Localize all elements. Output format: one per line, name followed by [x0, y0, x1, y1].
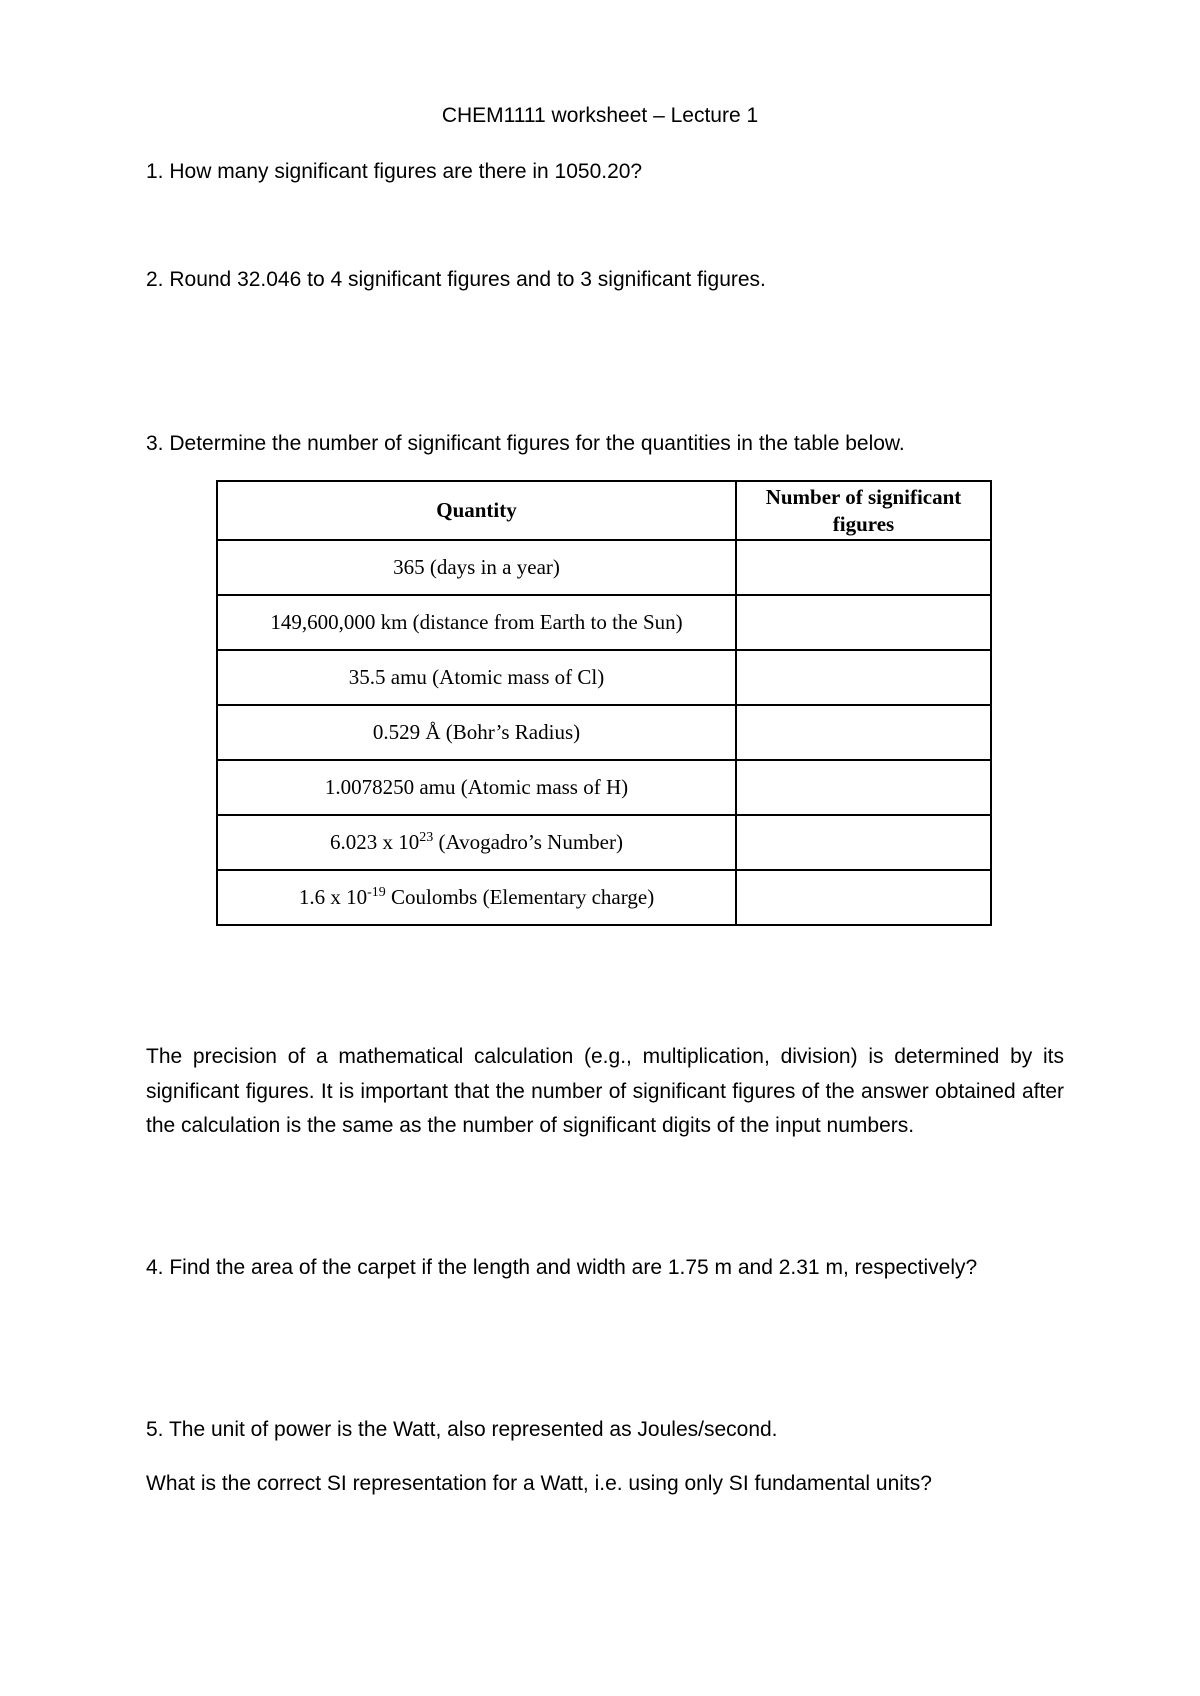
answer-cell[interactable]	[736, 650, 991, 705]
quantity-cell	[217, 870, 736, 925]
answer-cell[interactable]	[736, 815, 991, 870]
quantity-exponent: -19	[367, 885, 386, 900]
worksheet-title: CHEM1111 worksheet – Lecture 1	[441, 104, 759, 127]
question-5-follow-up: What is the correct SI representation for a Watt, i.e. using only SI fundamental units?	[146, 1472, 932, 1495]
table-row	[217, 760, 991, 815]
table-row	[217, 705, 991, 760]
quantity-cell: 35.5 amu (Atomic mass of Cl)	[217, 650, 736, 705]
table-row	[217, 540, 991, 595]
quantity-cell: 149,600,000 km (distance from Earth to the Sun)	[217, 595, 736, 650]
quantity-label: (Avogadro’s Number)	[433, 830, 623, 854]
table-header-row	[217, 481, 991, 540]
quantity-exponent: 23	[419, 830, 434, 845]
question-4: 4. Find the area of the carpet if the length and width are 1.75 m and 2.31 m, respectively?	[146, 1256, 978, 1279]
quantity-base: 1.6 x 10	[298, 885, 368, 909]
quantity-cell	[217, 815, 736, 870]
answer-cell[interactable]	[736, 705, 991, 760]
answer-cell[interactable]	[736, 870, 991, 925]
header-quantity: Quantity	[217, 481, 736, 540]
question-5: 5. The unit of power is the Watt, also represented as Joules/second.	[146, 1418, 778, 1441]
table-row	[217, 815, 991, 870]
answer-cell[interactable]	[736, 595, 991, 650]
answer-cell[interactable]	[736, 760, 991, 815]
answer-cell[interactable]	[736, 540, 991, 595]
quantity-cell: 365 (days in a year)	[217, 540, 736, 595]
header-sig-figs: Number of significant figures	[736, 481, 991, 540]
question-2: 2. Round 32.046 to 4 significant figures and to 3 significant figures.	[146, 268, 766, 291]
table-row	[217, 650, 991, 705]
question-3: 3. Determine the number of significant figures for the quantities in the table below.	[146, 432, 905, 455]
table-row	[217, 870, 991, 925]
question-1: 1. How many significant figures are there in 1050.20?	[146, 160, 643, 183]
quantity-cell: 0.529 Å (Bohr’s Radius)	[217, 705, 736, 760]
quantity-cell: 1.0078250 amu (Atomic mass of H)	[217, 760, 736, 815]
table-row	[217, 595, 991, 650]
quantity-base: 6.023 x 10	[330, 830, 420, 854]
quantity-label: Coulombs (Elementary charge)	[385, 885, 655, 909]
precision-paragraph: The precision of a mathematical calculation (e.g., multiplication, division) is determined by its significant figures. It is important that the number of significant figures of the answer obtained after the calculation is the same as the number of significant digits of the input numbers.	[146, 1045, 1064, 1137]
significant-figures-table	[216, 480, 992, 926]
